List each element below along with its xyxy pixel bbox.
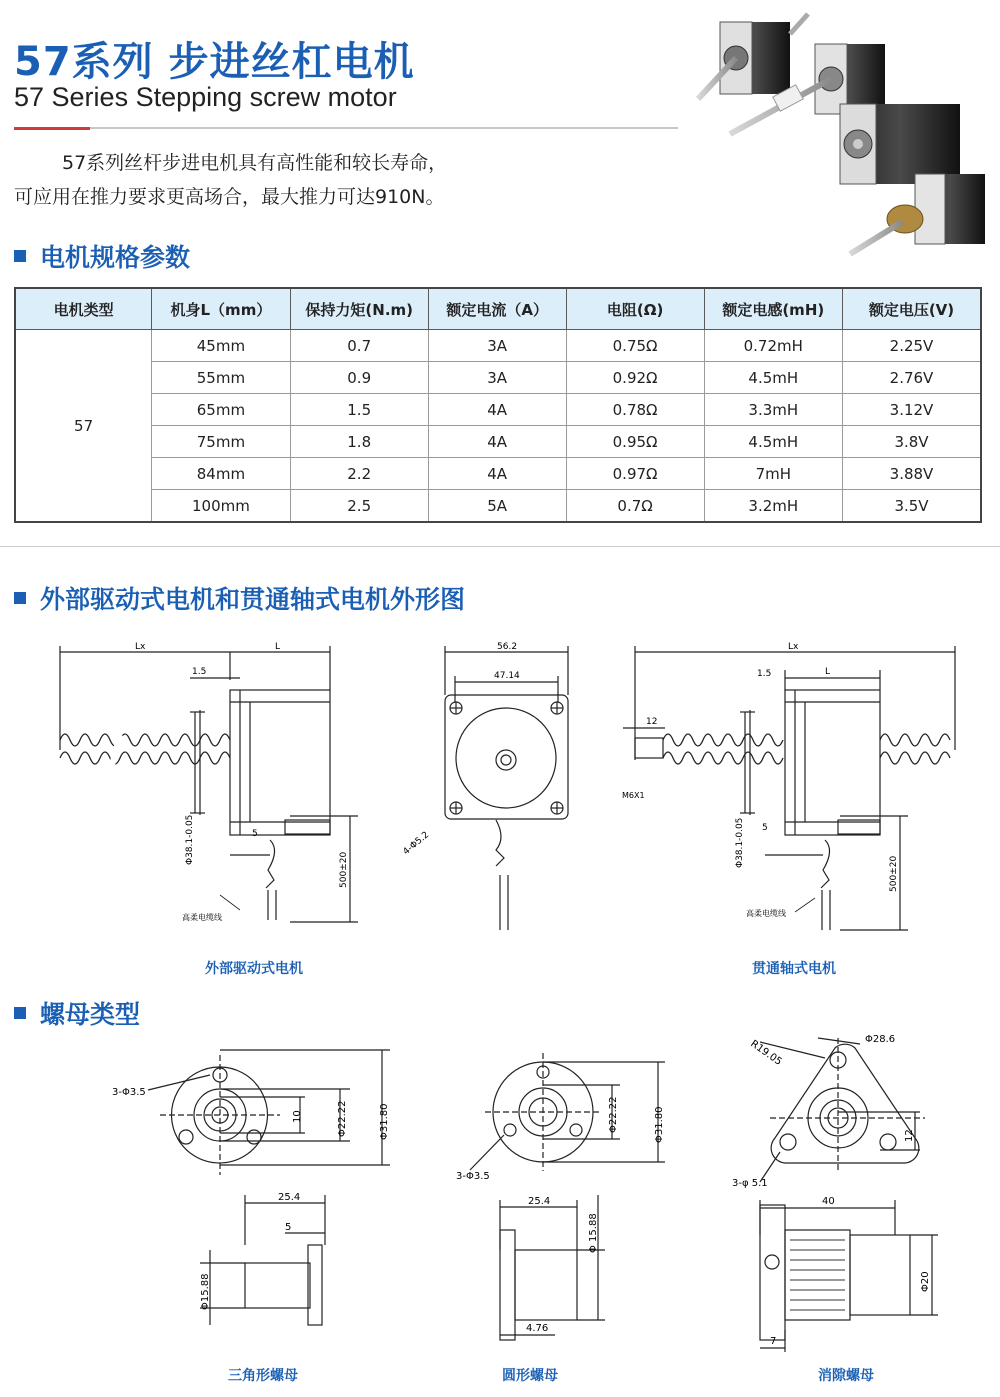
intro-line-1: 57系列丝杆步进电机具有高性能和较长寿命， xyxy=(62,152,448,174)
round-nut-drawing xyxy=(440,1045,680,1345)
motor-type-cell: 57 xyxy=(15,330,152,523)
table-cell: 84mm xyxy=(152,458,291,490)
wire-label: 高柔电缆线 xyxy=(182,913,222,922)
dim-lx: Lx xyxy=(135,642,146,652)
dim-31-80: Φ31.80 xyxy=(379,1103,390,1140)
table-header-cell: 机身L（mm） xyxy=(152,288,291,330)
through-shaft-motor-drawing xyxy=(610,640,980,940)
table-cell: 4A xyxy=(428,394,566,426)
motor-product-image xyxy=(690,4,990,274)
table-cell: 0.92Ω xyxy=(566,362,704,394)
dim-holes: 3-Φ3.5 xyxy=(112,1087,146,1098)
dim-25-4: 25.4 xyxy=(528,1196,551,1207)
table-cell: 3.12V xyxy=(843,394,982,426)
table-cell: 3.8V xyxy=(843,426,982,458)
page-subtitle: 57 Series Stepping screw motor xyxy=(14,82,397,112)
dim-40: 40 xyxy=(822,1196,835,1207)
table-cell: 0.78Ω xyxy=(566,394,704,426)
dim-5: 5 xyxy=(252,829,258,839)
table-header-cell: 额定电压(V) xyxy=(843,288,982,330)
table-row xyxy=(15,362,981,394)
table-row xyxy=(15,490,981,523)
dim-lx: Lx xyxy=(788,642,799,652)
square-bullet-icon xyxy=(14,592,26,604)
table-cell: 3A xyxy=(428,330,566,362)
dim-1-5: 1.5 xyxy=(757,669,772,679)
motor-icon-3 xyxy=(840,104,960,184)
dim-l: L xyxy=(825,667,831,677)
intro-line-2: 可应用在推力要求更高场合，最大推力可达910N。 xyxy=(14,186,445,208)
dim-holes: 4-Φ5.2 xyxy=(401,830,432,858)
dim-5: 5 xyxy=(762,823,768,833)
table-row xyxy=(15,330,981,362)
page-title: 57系列 步进丝杠电机 xyxy=(14,39,415,85)
caption-anti-backlash-nut: 消隙螺母 xyxy=(818,1368,874,1384)
intro-text xyxy=(14,146,447,214)
table-cell: 7mH xyxy=(704,458,842,490)
table-cell: 45mm xyxy=(152,330,291,362)
dim-22-22: Φ22.22 xyxy=(608,1096,619,1133)
dim-r19-05: R19.05 xyxy=(748,1038,784,1068)
table-header-cell: 电阻(Ω) xyxy=(566,288,704,330)
table-cell: 4.5mH xyxy=(704,362,842,394)
wire-label: 高柔电缆线 xyxy=(746,909,786,918)
table-cell: 2.5 xyxy=(290,490,428,523)
square-bullet-icon xyxy=(14,250,26,262)
anti-backlash-nut-drawing xyxy=(730,1030,990,1360)
caption-external-drive: 外部驱动式电机 xyxy=(205,961,303,977)
table-header-row xyxy=(15,288,981,330)
dim-20: Φ20 xyxy=(920,1271,931,1292)
table-row xyxy=(15,394,981,426)
dim-28-6: Φ28.6 xyxy=(865,1034,896,1045)
table-cell: 3.2mH xyxy=(704,490,842,523)
table-cell: 4A xyxy=(428,426,566,458)
section-heading-spec: 电机规格参数 xyxy=(14,238,190,274)
table-row xyxy=(15,458,981,490)
motor-icon-1 xyxy=(698,14,808,99)
dim-dia: Φ38.1-0.05 xyxy=(735,817,745,868)
table-cell: 4A xyxy=(428,458,566,490)
table-header-cell: 额定电流（A） xyxy=(428,288,566,330)
dim-10: 10 xyxy=(292,1110,303,1123)
dim-56-2: 56.2 xyxy=(497,642,518,652)
triangle-nut-drawing xyxy=(100,1045,400,1365)
table-cell: 2.25V xyxy=(843,330,982,362)
table-header-cell: 额定电感(mH) xyxy=(704,288,842,330)
dim-1-5: 1.5 xyxy=(192,667,207,677)
dim-15-88: Φ 15.88 xyxy=(588,1213,599,1253)
dim-12: 12 xyxy=(646,717,658,727)
table-cell: 1.8 xyxy=(290,426,428,458)
thread-label: M6X1 xyxy=(622,791,645,800)
caption-triangle-nut: 三角形螺母 xyxy=(228,1368,298,1384)
square-bullet-icon xyxy=(14,1007,26,1019)
header-rule-accent xyxy=(14,127,90,130)
table-cell: 1.5 xyxy=(290,394,428,426)
header-rule xyxy=(14,127,678,129)
table-cell: 3.88V xyxy=(843,458,982,490)
table-row xyxy=(15,426,981,458)
spec-table xyxy=(14,287,982,523)
table-cell: 55mm xyxy=(152,362,291,394)
table-cell: 0.97Ω xyxy=(566,458,704,490)
dim-22-22: Φ22.22 xyxy=(337,1100,348,1137)
table-cell: 100mm xyxy=(152,490,291,523)
table-header-cell: 电机类型 xyxy=(15,288,152,330)
dim-holes: 3-φ 5.1 xyxy=(732,1178,768,1189)
table-cell: 4.5mH xyxy=(704,426,842,458)
caption-round-nut: 圆形螺母 xyxy=(502,1368,558,1384)
dim-31-80: Φ31.80 xyxy=(654,1106,665,1143)
motor-icon-4 xyxy=(850,174,985,254)
table-cell: 0.9 xyxy=(290,362,428,394)
dim-cable: 500±20 xyxy=(339,851,349,888)
dim-12: 12 xyxy=(904,1129,915,1142)
dim-5: 5 xyxy=(285,1222,292,1233)
table-cell: 3A xyxy=(428,362,566,394)
table-cell: 5A xyxy=(428,490,566,523)
table-cell: 75mm xyxy=(152,426,291,458)
dim-4-76: 4.76 xyxy=(526,1323,549,1334)
table-cell: 0.75Ω xyxy=(566,330,704,362)
section-divider xyxy=(0,546,1000,547)
dim-7: 7 xyxy=(770,1336,777,1347)
table-cell: 0.7 xyxy=(290,330,428,362)
dim-cable: 500±20 xyxy=(889,855,899,892)
external-drive-motor-drawing xyxy=(40,640,370,940)
section-heading-nut: 螺母类型 xyxy=(14,995,140,1031)
dim-47-14: 47.14 xyxy=(494,671,520,681)
caption-through-shaft: 贯通轴式电机 xyxy=(752,961,836,977)
section-heading-outline: 外部驱动式电机和贯通轴式电机外形图 xyxy=(14,580,465,616)
table-header-cell: 保持力矩(N.m) xyxy=(290,288,428,330)
table-cell: 3.5V xyxy=(843,490,982,523)
dim-dia: Φ38.1-0.05 xyxy=(185,814,195,865)
dim-15-88: Φ15.88 xyxy=(200,1273,211,1310)
dim-holes: 3-Φ3.5 xyxy=(456,1171,490,1182)
table-cell: 2.76V xyxy=(843,362,982,394)
table-cell: 0.7Ω xyxy=(566,490,704,523)
table-cell: 0.95Ω xyxy=(566,426,704,458)
table-cell: 2.2 xyxy=(290,458,428,490)
table-cell: 0.72mH xyxy=(704,330,842,362)
motor-front-view-drawing xyxy=(400,640,590,940)
dim-25-4: 25.4 xyxy=(278,1192,301,1203)
table-cell: 3.3mH xyxy=(704,394,842,426)
table-cell: 65mm xyxy=(152,394,291,426)
dim-l: L xyxy=(275,642,281,652)
